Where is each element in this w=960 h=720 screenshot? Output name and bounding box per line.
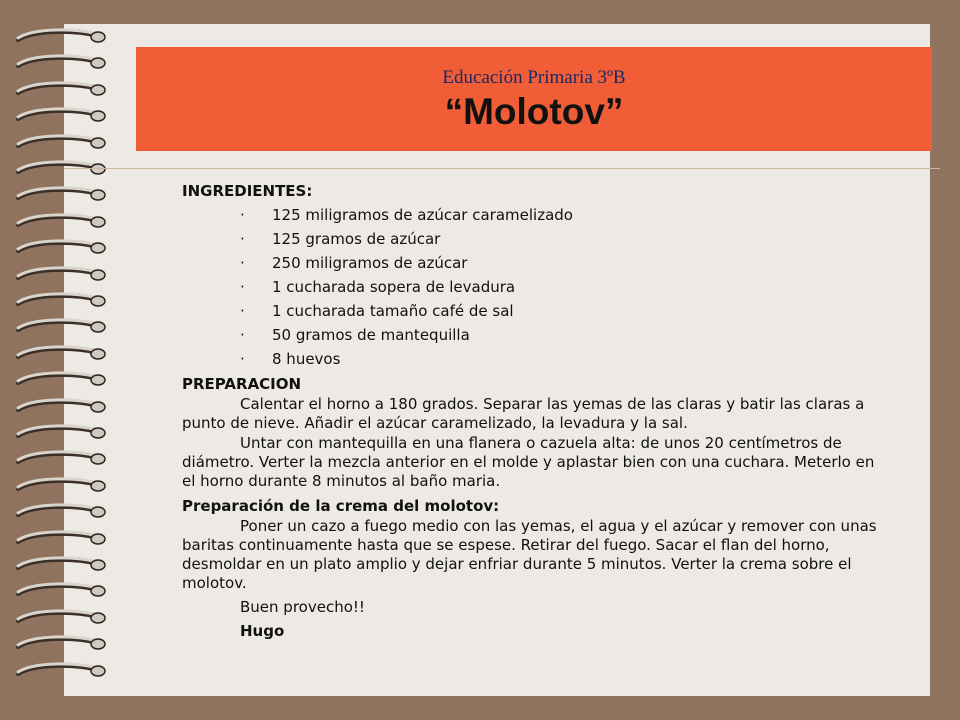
spiral-ring-icon	[14, 292, 108, 314]
title-banner	[136, 47, 932, 151]
spiral-ring-icon	[14, 54, 108, 76]
spiral-ring-icon	[14, 635, 108, 657]
closing-greeting: Buen provecho!!	[240, 598, 365, 616]
spiral-ring-icon	[14, 503, 108, 525]
spiral-ring-icon	[14, 477, 108, 499]
spiral-ring-icon	[14, 609, 108, 631]
page-title: “Molotov”	[444, 91, 624, 132]
list-item	[182, 326, 892, 345]
ingredient-text: 1 cucharada tamaño café de sal	[272, 302, 514, 320]
bullet: ·	[240, 350, 245, 368]
ingredient-text: 8 huevos	[272, 350, 341, 368]
author-name: Hugo	[240, 622, 285, 640]
list-item	[182, 254, 892, 273]
preparation-heading: PREPARACION	[182, 375, 302, 393]
spiral-ring-icon	[14, 107, 108, 129]
spiral-ring-icon	[14, 186, 108, 208]
list-item	[182, 230, 892, 249]
bullet: ·	[240, 206, 245, 224]
spiral-ring-icon	[14, 556, 108, 578]
bullet: ·	[240, 302, 245, 320]
spiral-ring-icon	[14, 318, 108, 340]
bullet: ·	[240, 254, 245, 272]
bullet: ·	[240, 230, 245, 248]
spiral-ring-icon	[14, 450, 108, 472]
spiral-ring-icon	[14, 160, 108, 182]
bullet: ·	[240, 326, 245, 344]
spiral-ring-icon	[14, 424, 108, 446]
spiral-ring-icon	[14, 398, 108, 420]
recipe-content	[182, 178, 892, 641]
spiral-ring-icon	[14, 81, 108, 103]
ingredient-text: 125 miligramos de azúcar caramelizado	[272, 206, 573, 224]
spiral-ring-icon	[14, 239, 108, 261]
cream-paragraph: Poner un cazo a fuego medio con las yemas, el agua y el azúcar y remover con unas baritas continuamente hasta que se espese. Retirar del fuego. Sacar el flan del horno, desmoldar en un plato amplio y dejar enfriar durante 5 minutos. Verter la crema sobre el molotov.	[182, 517, 877, 592]
ingredient-text: 125 gramos de azúcar	[272, 230, 441, 248]
list-item	[182, 302, 892, 321]
list-item	[182, 278, 892, 297]
spiral-ring-icon	[14, 530, 108, 552]
ingredient-text: 50 gramos de mantequilla	[272, 326, 470, 344]
divider-line	[64, 168, 940, 169]
spiral-binding	[0, 24, 110, 696]
bullet: ·	[240, 278, 245, 296]
spiral-ring-icon	[14, 28, 108, 50]
spiral-ring-icon	[14, 213, 108, 235]
ingredient-text: 1 cucharada sopera de levadura	[272, 278, 516, 296]
list-item	[182, 206, 892, 225]
spiral-ring-icon	[14, 582, 108, 604]
spiral-ring-icon	[14, 371, 108, 393]
spiral-ring-icon	[14, 662, 108, 684]
spiral-ring-icon	[14, 266, 108, 288]
spiral-ring-icon	[14, 134, 108, 156]
list-item	[182, 350, 892, 369]
spiral-ring-icon	[14, 345, 108, 367]
page-subtitle: Educación Primaria 3ºB	[442, 67, 626, 88]
ingredient-text: 250 miligramos de azúcar	[272, 254, 468, 272]
ingredients-heading: INGREDIENTES:	[182, 182, 313, 200]
preparation-paragraph: Calentar el horno a 180 grados. Separar las yemas de las claras y batir las claras a punto de nieve. Añadir el azúcar caramelizado, la levadura y la sal.	[182, 395, 865, 432]
cream-heading: Preparación de la crema del molotov:	[182, 497, 500, 515]
preparation-paragraph: Untar con mantequilla en una flanera o cazuela alta: de unos 20 centímetros de diámetro. Verter la mezcla anterior en el molde y aplastar bien con una cuchara. Meterlo en el horno durante 8 minutos al baño maria.	[182, 434, 875, 490]
